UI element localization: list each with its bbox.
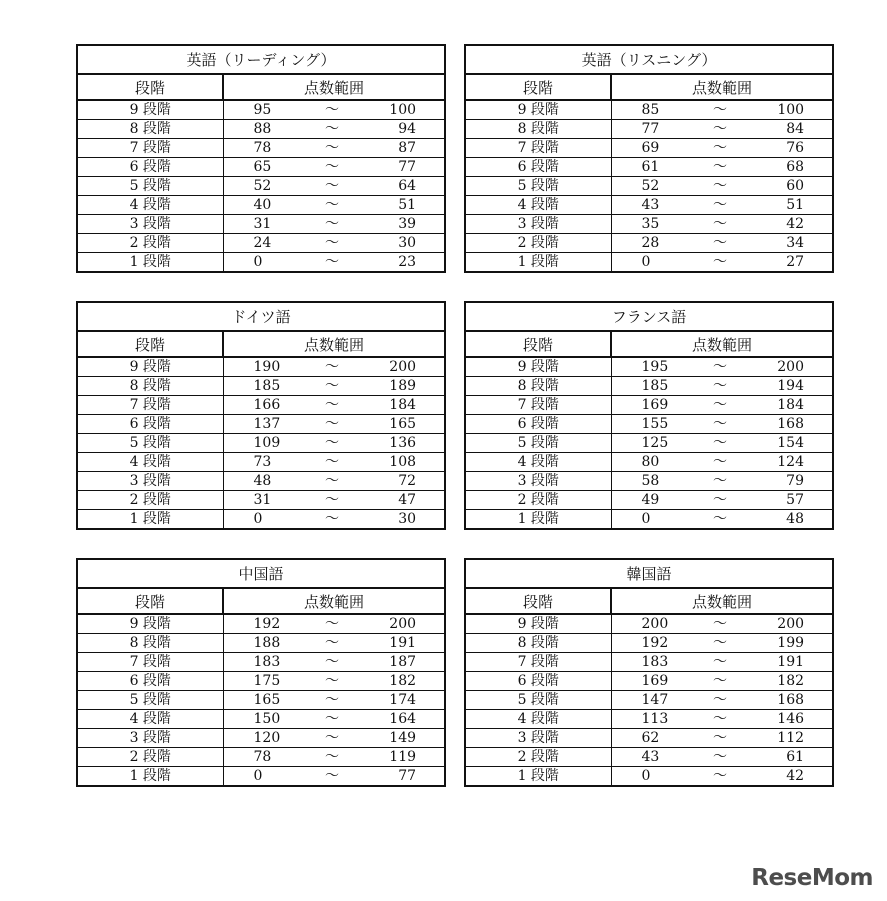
min-score-cell: 155 xyxy=(611,415,687,434)
level-cell: 3 段階 xyxy=(465,472,611,491)
table-row xyxy=(77,710,445,729)
max-score-cell: 76 xyxy=(753,139,833,158)
table-row xyxy=(465,453,833,472)
table-row xyxy=(465,196,833,215)
level-cell: 9 段階 xyxy=(465,100,611,120)
min-score-cell: 0 xyxy=(223,510,299,530)
min-score-cell: 0 xyxy=(611,510,687,530)
range-tilde: ～ xyxy=(299,710,365,729)
table-row xyxy=(465,634,833,653)
max-score-cell: 199 xyxy=(753,634,833,653)
score-range-table xyxy=(464,558,834,787)
range-tilde: ～ xyxy=(299,177,365,196)
range-tilde: ～ xyxy=(687,691,753,710)
max-score-cell: 189 xyxy=(365,377,445,396)
min-score-cell: 43 xyxy=(611,196,687,215)
score-range-table xyxy=(464,44,834,273)
max-score-cell: 200 xyxy=(365,614,445,634)
table-row xyxy=(465,748,833,767)
table-row xyxy=(77,634,445,653)
max-score-cell: 87 xyxy=(365,139,445,158)
min-score-cell: 200 xyxy=(611,614,687,634)
max-score-cell: 42 xyxy=(753,767,833,787)
score-range-table xyxy=(76,301,446,530)
max-score-cell: 48 xyxy=(753,510,833,530)
range-tilde: ～ xyxy=(687,120,753,139)
range-tilde: ～ xyxy=(299,415,365,434)
min-score-cell: 77 xyxy=(611,120,687,139)
min-score-cell: 183 xyxy=(223,653,299,672)
level-cell: 1 段階 xyxy=(465,767,611,787)
column-header-score-range: 点数範囲 xyxy=(223,331,445,357)
table-row xyxy=(77,472,445,491)
max-score-cell: 94 xyxy=(365,120,445,139)
column-header-level: 段階 xyxy=(465,74,611,100)
range-tilde: ～ xyxy=(687,472,753,491)
min-score-cell: 62 xyxy=(611,729,687,748)
level-cell: 4 段階 xyxy=(77,453,223,472)
range-tilde: ～ xyxy=(299,748,365,767)
table-row xyxy=(77,748,445,767)
table-row xyxy=(77,234,445,253)
min-score-cell: 52 xyxy=(223,177,299,196)
range-tilde: ～ xyxy=(687,767,753,787)
column-header-score-range: 点数範囲 xyxy=(611,331,833,357)
table-row xyxy=(77,177,445,196)
min-score-cell: 147 xyxy=(611,691,687,710)
max-score-cell: 27 xyxy=(753,253,833,273)
max-score-cell: 146 xyxy=(753,710,833,729)
level-cell: 4 段階 xyxy=(77,196,223,215)
table-row xyxy=(465,434,833,453)
level-cell: 3 段階 xyxy=(77,215,223,234)
range-tilde: ～ xyxy=(687,215,753,234)
level-cell: 6 段階 xyxy=(77,415,223,434)
max-score-cell: 84 xyxy=(753,120,833,139)
max-score-cell: 184 xyxy=(365,396,445,415)
min-score-cell: 88 xyxy=(223,120,299,139)
max-score-cell: 39 xyxy=(365,215,445,234)
max-score-cell: 168 xyxy=(753,415,833,434)
level-cell: 7 段階 xyxy=(465,396,611,415)
min-score-cell: 0 xyxy=(611,767,687,787)
min-score-cell: 109 xyxy=(223,434,299,453)
min-score-cell: 61 xyxy=(611,158,687,177)
table-row xyxy=(77,729,445,748)
level-cell: 7 段階 xyxy=(77,139,223,158)
min-score-cell: 43 xyxy=(611,748,687,767)
range-tilde: ～ xyxy=(687,510,753,530)
table-row xyxy=(77,396,445,415)
max-score-cell: 164 xyxy=(365,710,445,729)
table-row xyxy=(77,767,445,787)
level-cell: 7 段階 xyxy=(77,653,223,672)
min-score-cell: 175 xyxy=(223,672,299,691)
max-score-cell: 61 xyxy=(753,748,833,767)
column-header-level: 段階 xyxy=(465,588,611,614)
min-score-cell: 195 xyxy=(611,357,687,377)
level-cell: 4 段階 xyxy=(465,710,611,729)
min-score-cell: 185 xyxy=(223,377,299,396)
range-tilde: ～ xyxy=(687,415,753,434)
range-tilde: ～ xyxy=(299,614,365,634)
max-score-cell: 30 xyxy=(365,234,445,253)
table-row xyxy=(465,139,833,158)
table-row xyxy=(77,215,445,234)
range-tilde: ～ xyxy=(299,139,365,158)
range-tilde: ～ xyxy=(687,434,753,453)
range-tilde: ～ xyxy=(299,396,365,415)
min-score-cell: 69 xyxy=(611,139,687,158)
table-row xyxy=(465,472,833,491)
level-cell: 8 段階 xyxy=(465,634,611,653)
min-score-cell: 125 xyxy=(611,434,687,453)
min-score-cell: 73 xyxy=(223,453,299,472)
level-cell: 1 段階 xyxy=(465,510,611,530)
max-score-cell: 51 xyxy=(753,196,833,215)
level-cell: 1 段階 xyxy=(77,510,223,530)
level-cell: 8 段階 xyxy=(77,377,223,396)
table-row xyxy=(465,653,833,672)
range-tilde: ～ xyxy=(687,710,753,729)
max-score-cell: 60 xyxy=(753,177,833,196)
table-row xyxy=(465,253,833,273)
max-score-cell: 57 xyxy=(753,491,833,510)
range-tilde: ～ xyxy=(687,453,753,472)
range-tilde: ～ xyxy=(299,472,365,491)
level-cell: 9 段階 xyxy=(77,614,223,634)
column-header-level: 段階 xyxy=(77,331,223,357)
min-score-cell: 58 xyxy=(611,472,687,491)
max-score-cell: 124 xyxy=(753,453,833,472)
table-row xyxy=(465,177,833,196)
max-score-cell: 182 xyxy=(753,672,833,691)
level-cell: 4 段階 xyxy=(77,710,223,729)
column-header-score-range: 点数範囲 xyxy=(223,74,445,100)
min-score-cell: 35 xyxy=(611,215,687,234)
range-tilde: ～ xyxy=(299,653,365,672)
max-score-cell: 42 xyxy=(753,215,833,234)
max-score-cell: 200 xyxy=(753,614,833,634)
level-cell: 6 段階 xyxy=(465,672,611,691)
max-score-cell: 30 xyxy=(365,510,445,530)
min-score-cell: 169 xyxy=(611,396,687,415)
table-row xyxy=(77,691,445,710)
table-row xyxy=(77,614,445,634)
max-score-cell: 100 xyxy=(365,100,445,120)
column-header-score-range: 点数範囲 xyxy=(611,588,833,614)
level-cell: 9 段階 xyxy=(465,357,611,377)
level-cell: 9 段階 xyxy=(77,357,223,377)
level-cell: 5 段階 xyxy=(465,177,611,196)
table-row xyxy=(465,510,833,530)
max-score-cell: 200 xyxy=(753,357,833,377)
max-score-cell: 168 xyxy=(753,691,833,710)
level-cell: 2 段階 xyxy=(77,748,223,767)
range-tilde: ～ xyxy=(299,357,365,377)
min-score-cell: 24 xyxy=(223,234,299,253)
table-row xyxy=(465,377,833,396)
table-title: ドイツ語 xyxy=(77,302,445,331)
range-tilde: ～ xyxy=(687,748,753,767)
level-cell: 1 段階 xyxy=(77,253,223,273)
min-score-cell: 0 xyxy=(223,767,299,787)
range-tilde: ～ xyxy=(299,120,365,139)
level-cell: 1 段階 xyxy=(77,767,223,787)
range-tilde: ～ xyxy=(299,510,365,530)
max-score-cell: 184 xyxy=(753,396,833,415)
table-title: 中国語 xyxy=(77,559,445,588)
range-tilde: ～ xyxy=(687,729,753,748)
max-score-cell: 100 xyxy=(753,100,833,120)
range-tilde: ～ xyxy=(299,377,365,396)
range-tilde: ～ xyxy=(687,614,753,634)
table-row xyxy=(77,196,445,215)
table-row xyxy=(77,415,445,434)
min-score-cell: 78 xyxy=(223,139,299,158)
table-row xyxy=(465,234,833,253)
score-tables-grid xyxy=(76,44,832,787)
level-cell: 6 段階 xyxy=(465,158,611,177)
range-tilde: ～ xyxy=(687,672,753,691)
range-tilde: ～ xyxy=(687,396,753,415)
range-tilde: ～ xyxy=(687,253,753,273)
range-tilde: ～ xyxy=(687,177,753,196)
min-score-cell: 192 xyxy=(611,634,687,653)
min-score-cell: 165 xyxy=(223,691,299,710)
min-score-cell: 185 xyxy=(611,377,687,396)
range-tilde: ～ xyxy=(299,196,365,215)
max-score-cell: 182 xyxy=(365,672,445,691)
min-score-cell: 95 xyxy=(223,100,299,120)
range-tilde: ～ xyxy=(687,100,753,120)
max-score-cell: 108 xyxy=(365,453,445,472)
min-score-cell: 40 xyxy=(223,196,299,215)
max-score-cell: 72 xyxy=(365,472,445,491)
table-row xyxy=(77,453,445,472)
level-cell: 6 段階 xyxy=(77,158,223,177)
table-row xyxy=(77,653,445,672)
min-score-cell: 137 xyxy=(223,415,299,434)
max-score-cell: 174 xyxy=(365,691,445,710)
table-row xyxy=(77,672,445,691)
min-score-cell: 78 xyxy=(223,748,299,767)
table-row xyxy=(465,710,833,729)
max-score-cell: 194 xyxy=(753,377,833,396)
level-cell: 5 段階 xyxy=(77,691,223,710)
level-cell: 9 段階 xyxy=(465,614,611,634)
column-header-level: 段階 xyxy=(77,74,223,100)
range-tilde: ～ xyxy=(299,634,365,653)
table-row xyxy=(465,158,833,177)
min-score-cell: 48 xyxy=(223,472,299,491)
range-tilde: ～ xyxy=(299,158,365,177)
range-tilde: ～ xyxy=(687,491,753,510)
level-cell: 2 段階 xyxy=(77,491,223,510)
level-cell: 6 段階 xyxy=(465,415,611,434)
min-score-cell: 0 xyxy=(223,253,299,273)
range-tilde: ～ xyxy=(687,357,753,377)
table-row xyxy=(77,139,445,158)
range-tilde: ～ xyxy=(299,491,365,510)
score-range-table xyxy=(76,44,446,273)
level-cell: 1 段階 xyxy=(465,253,611,273)
level-cell: 7 段階 xyxy=(77,396,223,415)
table-row xyxy=(77,491,445,510)
table-row xyxy=(77,253,445,273)
min-score-cell: 190 xyxy=(223,357,299,377)
column-header-level: 段階 xyxy=(465,331,611,357)
min-score-cell: 192 xyxy=(223,614,299,634)
max-score-cell: 136 xyxy=(365,434,445,453)
range-tilde: ～ xyxy=(299,100,365,120)
table-title: 英語（リーディング） xyxy=(77,45,445,74)
level-cell: 8 段階 xyxy=(77,120,223,139)
score-range-table xyxy=(464,301,834,530)
table-row xyxy=(77,434,445,453)
max-score-cell: 149 xyxy=(365,729,445,748)
column-header-score-range: 点数範囲 xyxy=(611,74,833,100)
range-tilde: ～ xyxy=(299,434,365,453)
table-row xyxy=(465,691,833,710)
column-header-level: 段階 xyxy=(77,588,223,614)
min-score-cell: 49 xyxy=(611,491,687,510)
level-cell: 3 段階 xyxy=(77,472,223,491)
min-score-cell: 28 xyxy=(611,234,687,253)
level-cell: 3 段階 xyxy=(465,729,611,748)
table-row xyxy=(77,100,445,120)
min-score-cell: 188 xyxy=(223,634,299,653)
table-title: 韓国語 xyxy=(465,559,833,588)
range-tilde: ～ xyxy=(299,691,365,710)
level-cell: 3 段階 xyxy=(77,729,223,748)
max-score-cell: 165 xyxy=(365,415,445,434)
range-tilde: ～ xyxy=(687,196,753,215)
max-score-cell: 187 xyxy=(365,653,445,672)
table-row xyxy=(77,158,445,177)
max-score-cell: 112 xyxy=(753,729,833,748)
level-cell: 8 段階 xyxy=(77,634,223,653)
range-tilde: ～ xyxy=(299,253,365,273)
table-row xyxy=(465,396,833,415)
level-cell: 7 段階 xyxy=(465,139,611,158)
level-cell: 4 段階 xyxy=(465,453,611,472)
column-header-score-range: 点数範囲 xyxy=(223,588,445,614)
max-score-cell: 34 xyxy=(753,234,833,253)
level-cell: 6 段階 xyxy=(77,672,223,691)
level-cell: 9 段階 xyxy=(77,100,223,120)
level-cell: 2 段階 xyxy=(77,234,223,253)
table-row xyxy=(465,120,833,139)
range-tilde: ～ xyxy=(687,158,753,177)
range-tilde: ～ xyxy=(299,215,365,234)
min-score-cell: 166 xyxy=(223,396,299,415)
level-cell: 3 段階 xyxy=(465,215,611,234)
min-score-cell: 169 xyxy=(611,672,687,691)
max-score-cell: 191 xyxy=(753,653,833,672)
max-score-cell: 47 xyxy=(365,491,445,510)
table-title: フランス語 xyxy=(465,302,833,331)
table-row xyxy=(77,377,445,396)
table-row xyxy=(77,510,445,530)
level-cell: 5 段階 xyxy=(77,434,223,453)
min-score-cell: 113 xyxy=(611,710,687,729)
level-cell: 8 段階 xyxy=(465,120,611,139)
min-score-cell: 65 xyxy=(223,158,299,177)
table-row xyxy=(465,100,833,120)
min-score-cell: 52 xyxy=(611,177,687,196)
range-tilde: ～ xyxy=(299,453,365,472)
table-row xyxy=(465,767,833,787)
min-score-cell: 31 xyxy=(223,491,299,510)
max-score-cell: 64 xyxy=(365,177,445,196)
range-tilde: ～ xyxy=(687,139,753,158)
level-cell: 5 段階 xyxy=(465,691,611,710)
min-score-cell: 0 xyxy=(611,253,687,273)
resemom-watermark-logo: ReseMom xyxy=(751,865,873,891)
min-score-cell: 150 xyxy=(223,710,299,729)
max-score-cell: 51 xyxy=(365,196,445,215)
score-range-table xyxy=(76,558,446,787)
level-cell: 5 段階 xyxy=(465,434,611,453)
max-score-cell: 23 xyxy=(365,253,445,273)
table-row xyxy=(465,415,833,434)
max-score-cell: 77 xyxy=(365,158,445,177)
min-score-cell: 183 xyxy=(611,653,687,672)
range-tilde: ～ xyxy=(299,767,365,787)
range-tilde: ～ xyxy=(687,653,753,672)
level-cell: 8 段階 xyxy=(465,377,611,396)
table-row xyxy=(77,357,445,377)
max-score-cell: 79 xyxy=(753,472,833,491)
max-score-cell: 200 xyxy=(365,357,445,377)
range-tilde: ～ xyxy=(299,729,365,748)
table-row xyxy=(465,729,833,748)
table-row xyxy=(465,614,833,634)
range-tilde: ～ xyxy=(687,634,753,653)
min-score-cell: 31 xyxy=(223,215,299,234)
range-tilde: ～ xyxy=(687,234,753,253)
table-row xyxy=(77,120,445,139)
range-tilde: ～ xyxy=(299,672,365,691)
range-tilde: ～ xyxy=(687,377,753,396)
min-score-cell: 85 xyxy=(611,100,687,120)
table-row xyxy=(465,357,833,377)
max-score-cell: 154 xyxy=(753,434,833,453)
level-cell: 4 段階 xyxy=(465,196,611,215)
max-score-cell: 68 xyxy=(753,158,833,177)
table-row xyxy=(465,672,833,691)
max-score-cell: 191 xyxy=(365,634,445,653)
level-cell: 2 段階 xyxy=(465,748,611,767)
min-score-cell: 80 xyxy=(611,453,687,472)
table-row xyxy=(465,491,833,510)
min-score-cell: 120 xyxy=(223,729,299,748)
range-tilde: ～ xyxy=(299,234,365,253)
max-score-cell: 77 xyxy=(365,767,445,787)
level-cell: 2 段階 xyxy=(465,234,611,253)
level-cell: 7 段階 xyxy=(465,653,611,672)
max-score-cell: 119 xyxy=(365,748,445,767)
table-row xyxy=(465,215,833,234)
level-cell: 2 段階 xyxy=(465,491,611,510)
level-cell: 5 段階 xyxy=(77,177,223,196)
table-title: 英語（リスニング） xyxy=(465,45,833,74)
